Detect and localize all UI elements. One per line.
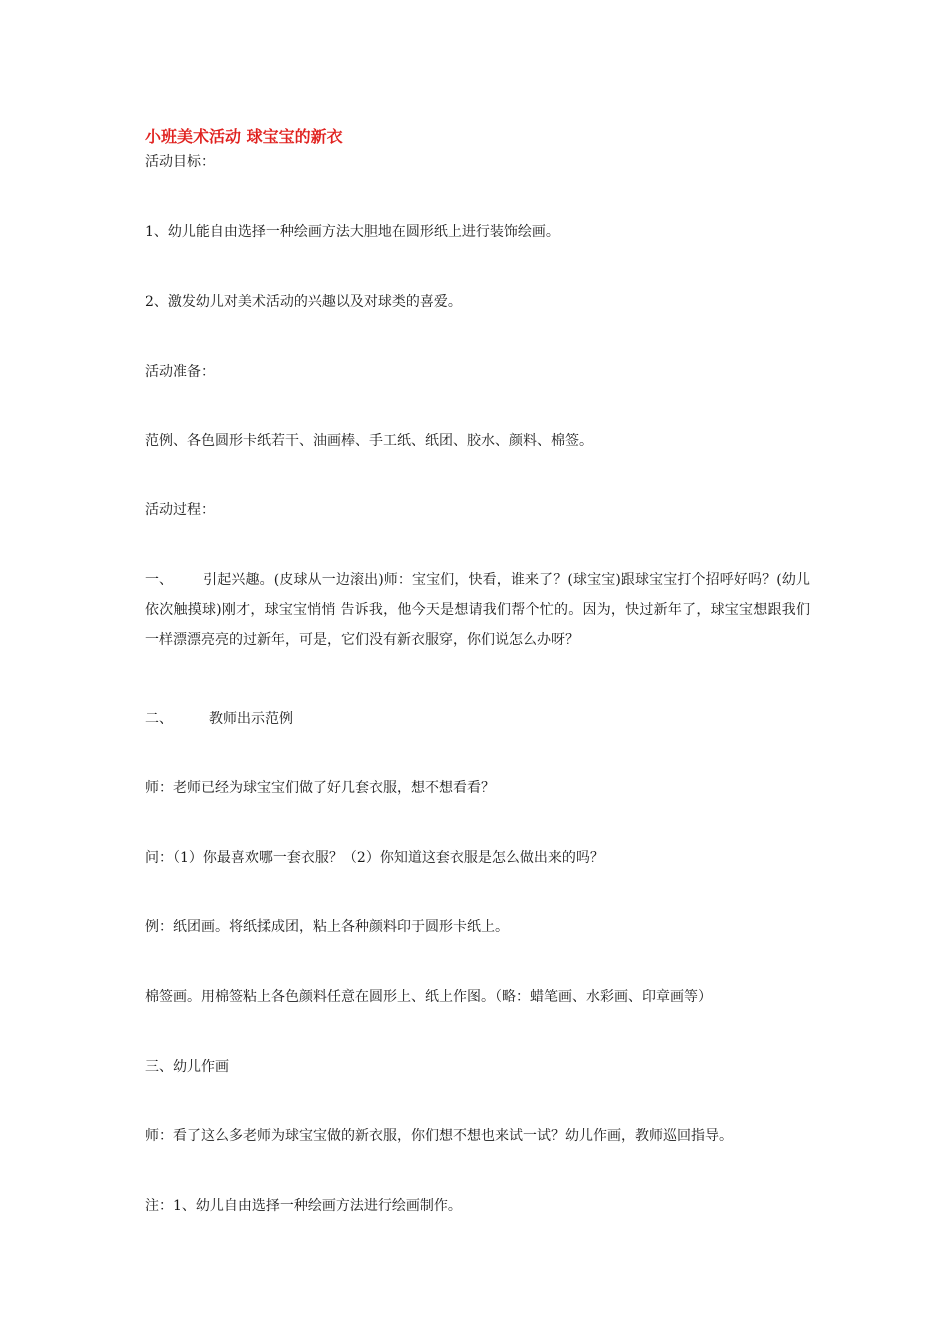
step-1-paragraph (145, 565, 810, 655)
step-3-text: 师：看了这么多老师为球宝宝做的新衣服，你们想不想也来试一试？幼儿作画，教师巡回指导。 (145, 1128, 733, 1144)
step-2-text: 教师出示范例 (209, 711, 293, 727)
question-line: 问：（1）你最喜欢哪一套衣服？（2）你知道这套衣服是怎么做出来的吗？ (145, 850, 604, 866)
document-title: 小班美术活动 球宝宝的新衣 (145, 127, 343, 146)
goals-heading: 活动目标： (145, 154, 215, 170)
step-2-number: 二、 (145, 711, 173, 727)
process-heading: 活动过程： (145, 502, 215, 518)
goal-1: 1、幼儿能自由选择一种绘画方法大胆地在圆形纸上进行装饰绘画。 (145, 224, 560, 240)
teacher-line: 师：老师已经为球宝宝们做了好几套衣服，想不想看看？ (145, 780, 495, 796)
swab-line: 棉签画。用棉签粘上各色颜料任意在圆形上、纸上作图。（略：蜡笔画、水彩画、印章画等） (145, 989, 712, 1005)
step-1-text: 引起兴趣。(皮球从一边滚出)师：宝宝们，快看，谁来了？(球宝宝)跟球宝宝打个招呼好吗？(幼儿依次触摸球)刚才，球宝宝悄悄 告诉我，他今天是想请我们帮个忙的。因为，快过新年了，球宝宝想跟我们一样漂漂亮亮的过新年，可是，它们没有新衣服穿，你们说怎么办呀？ (145, 572, 810, 648)
step-2-heading (145, 709, 825, 729)
note-line: 注：1、幼儿自由选择一种绘画方法进行绘画制作。 (145, 1198, 462, 1214)
step-1-number: 一、 (145, 572, 173, 588)
step-3-heading: 三、幼儿作画 (145, 1059, 229, 1075)
prep-text: 范例、各色圆形卡纸若干、油画棒、手工纸、纸团、胶水、颜料、棉签。 (145, 433, 593, 449)
prep-heading: 活动准备： (145, 364, 215, 380)
example-line: 例：纸团画。将纸揉成团，粘上各种颜料印于圆形卡纸上。 (145, 919, 509, 935)
goal-2: 2、激发幼儿对美术活动的兴趣以及对球类的喜爱。 (145, 294, 462, 310)
